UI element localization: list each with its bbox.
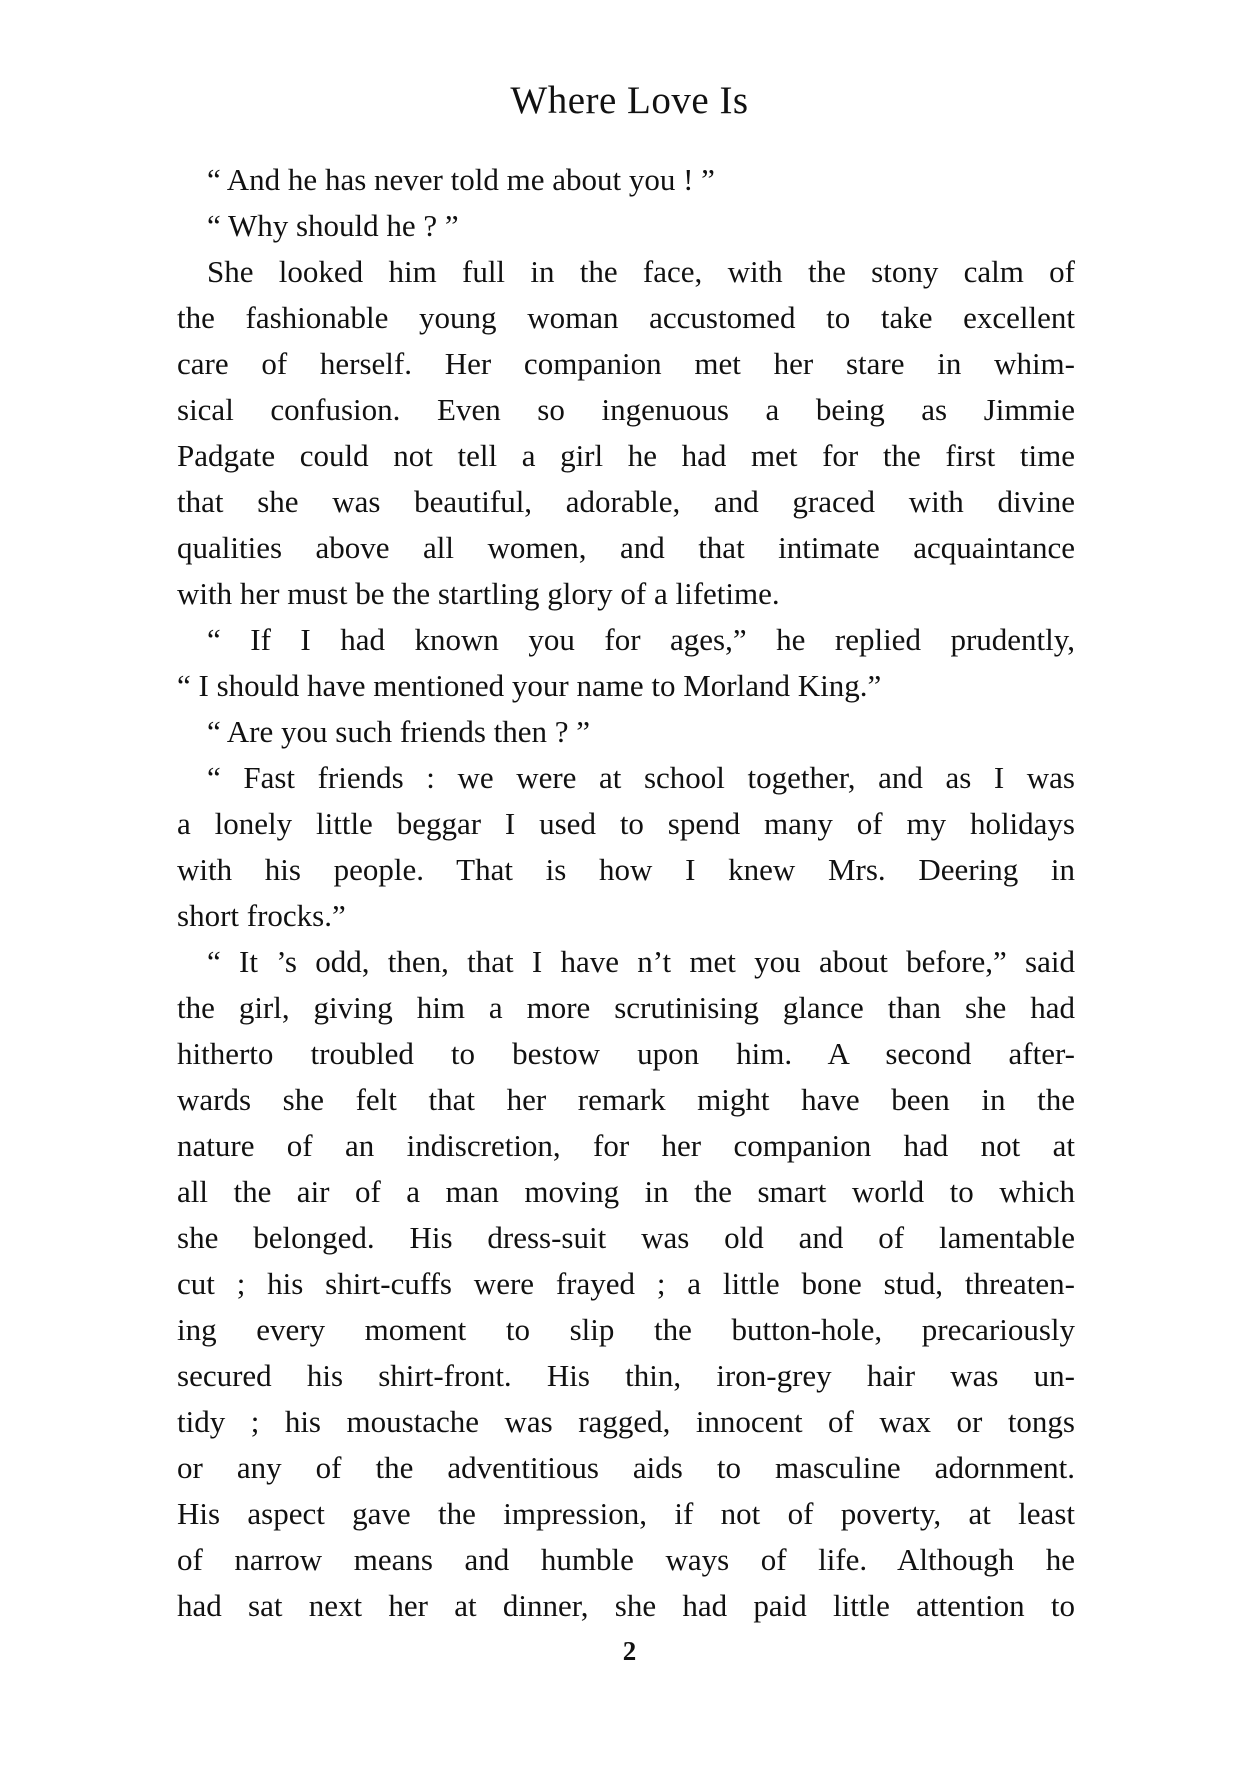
text-line: a lonely little beggar I used to spend many of my holidays xyxy=(177,806,1075,841)
running-title: Where Love Is xyxy=(510,79,749,122)
text-line: She looked him full in the face, with the stony calm of xyxy=(207,254,1075,289)
text-line: care of herself. Her companion met her stare in whim- xyxy=(177,346,1075,381)
text-line: cut ; his shirt-cuffs were frayed ; a little bone stud, threaten- xyxy=(177,1266,1075,1301)
body-text xyxy=(177,157,1075,1629)
text-line: qualities above all women, and that intimate acquaintance xyxy=(177,530,1075,565)
text-line: Padgate could not tell a girl he had met for the first time xyxy=(177,438,1075,473)
text-line: she belonged. His dress-suit was old and of lamentable xyxy=(177,1220,1075,1255)
page-number: 2 xyxy=(622,1636,637,1666)
text-line: that she was beautiful, adorable, and graced with divine xyxy=(177,484,1075,519)
text-line: His aspect gave the impression, if not of poverty, at least xyxy=(177,1496,1075,1531)
text-line: wards she felt that her remark might have been in the xyxy=(177,1082,1075,1117)
text-line: “ Why should he ? ” xyxy=(207,208,459,243)
text-line: tidy ; his moustache was ragged, innocent of wax or tongs xyxy=(177,1404,1075,1439)
text-line: sical confusion. Even so ingenuous a being as Jimmie xyxy=(177,392,1075,427)
text-line: nature of an indiscretion, for her companion had not at xyxy=(177,1128,1075,1163)
text-line: “ If I had known you for ages,” he replied prudently, xyxy=(207,622,1075,657)
text-line: “ And he has never told me about you ! ” xyxy=(207,162,715,197)
text-line: had sat next her at dinner, she had paid little attention to xyxy=(177,1588,1075,1623)
text-line: “ It ’s odd, then, that I have n’t met you about before,” said xyxy=(207,944,1075,979)
text-line: all the air of a man moving in the smart world to which xyxy=(177,1174,1075,1209)
text-line: short frocks.” xyxy=(177,898,346,933)
text-line: or any of the adventitious aids to masculine adornment. xyxy=(177,1450,1075,1485)
text-line: of narrow means and humble ways of life. Although he xyxy=(177,1542,1075,1577)
text-line: “ Are you such friends then ? ” xyxy=(207,714,591,749)
text-line: ing every moment to slip the button-hole, precariously xyxy=(177,1312,1075,1347)
text-line: “ Fast friends : we were at school together, and as I was xyxy=(207,760,1075,795)
text-line: secured his shirt-front. His thin, iron-grey hair was un- xyxy=(177,1358,1075,1393)
text-line: with his people. That is how I knew Mrs. Deering in xyxy=(177,852,1075,887)
text-line: the girl, giving him a more scrutinising glance than she had xyxy=(177,990,1075,1025)
text-line: the fashionable young woman accustomed to take excellent xyxy=(177,300,1075,335)
text-line: with her must be the startling glory of a lifetime. xyxy=(177,576,780,611)
text-line: hitherto troubled to bestow upon him. A second after- xyxy=(177,1036,1075,1071)
text-line: “ I should have mentioned your name to Morland King.” xyxy=(177,668,882,703)
